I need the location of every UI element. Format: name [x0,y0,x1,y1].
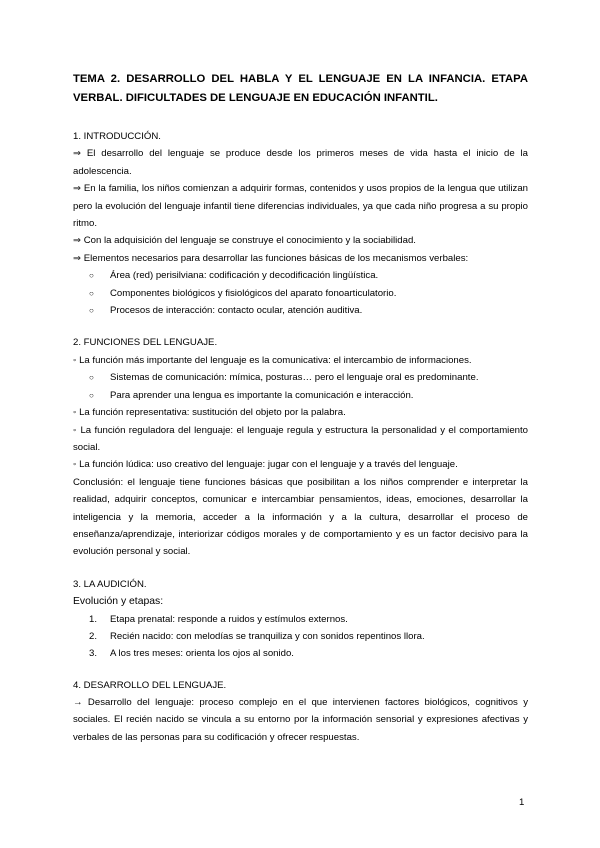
page-number: 1 [519,797,525,808]
section-audicion [73,576,528,662]
subheading: Evolución y etapas: [73,596,164,608]
list-number: 1. [89,613,98,625]
list-item: ○ Sistemas de comunicación: mímica, posturas… pero el lenguaje oral es predominante. [73,369,528,386]
bullet-list [73,267,528,319]
list-item-text: Recién nacido: con melodías se tranquiliza y con sonidos repentinos llora. [110,630,425,642]
section-heading: 1. INTRODUCCIÓN. [73,131,161,142]
section-heading: 4. DESARROLLO DEL LENGUAJE. [73,679,227,691]
list-item [73,611,528,628]
paragraph: ◦ La función más importante del lenguaje es la comunicativa: el intercambio de informaciones. [73,354,472,366]
conclusion-paragraph: Conclusión: el lenguaje tiene funciones básicas que posibilitan a los niños comprender e interpretar la realidad, adquirir conceptos, comunicar e intercambiar pensamientos, ideas, emociones, desarrollar la inteligencia y la memoria, acceder a la información y a la cultura, desarrollar el proceso de enseñanza/aprendizaje, interiorizar códigos morales y de comportamiento y es un factor decisivo para la evolución personal y social. [73,476,528,558]
list-number: 2. [89,630,98,642]
section-introduccion [73,128,528,319]
page-content [73,70,528,761]
list-item-text: A los tres meses: orienta los ojos al sonido. [110,647,294,659]
paragraph: ⇒ En la familia, los niños comienzan a adquirir formas, contenidos y usos propios de la lengua que utilizan pero la evolución del lenguaje infantil tiene diferencias individuales, ya que cada niño progresa a su propio ritmo. [73,183,528,230]
paragraph: ◦ La función representativa: sustitución del objeto por la palabra. [73,407,346,419]
paragraph: ⇒ El desarrollo del lenguaje se produce desde los primeros meses de vida hasta el inicio de la adolescencia. [73,148,528,177]
list-item: ○ Área (red) perisilviana: codificación y decodificación lingüística. [73,267,528,284]
document-title: TEMA 2. DESARROLLO DEL HABLA Y EL LENGUAJE EN LA INFANCIA. ETAPA VERBAL. DIFICULTADES DE LENGUAJE EN EDUCACIÓN INFANTIL. [73,73,528,104]
list-item: ○ Componentes biológicos y fisiológicos del aparato fonoarticulatorio. [73,285,528,302]
paragraph: ◦ La función reguladora del lenguaje: el lenguaje regula y estructura la personalidad y el comportamiento social. [73,424,528,453]
list-item [73,645,528,662]
list-item-text: Etapa prenatal: responde a ruidos y estímulos externos. [110,613,348,625]
list-item: ○ Para aprender una lengua es importante la comunicación e interacción. [73,387,528,404]
paragraph: ◦ La función lúdica: uso creativo del lenguaje: jugar con el lenguaje y a través del lenguaje. [73,459,458,471]
section-desarrollo [73,677,528,747]
section-heading: 3. LA AUDICIÓN. [73,578,147,590]
paragraph: ⇒ Elementos necesarios para desarrollar las funciones básicas de los mecanismos verbales: [73,252,469,264]
list-number: 3. [89,647,98,659]
section-heading: 2. FUNCIONES DEL LENGUAJE. [73,337,218,349]
numbered-list [73,611,528,662]
section-funciones [73,334,528,560]
list-item [73,628,528,645]
paragraph: ⇒ Con la adquisición del lenguaje se construye el conocimiento y la sociabilidad. [73,235,416,247]
paragraph: → Desarrollo del lenguaje: proceso complejo en el que intervienen factores biológicos, cognitivos y sociales. El recién nacido se vincula a su entorno por la información sensorial y expresiones afectivas y verbales de las personas para su codificación y ofrecer respuestas. [73,696,528,743]
bullet-list [73,369,528,404]
list-item: ○ Procesos de interacción: contacto ocular, atención auditiva. [73,302,528,319]
